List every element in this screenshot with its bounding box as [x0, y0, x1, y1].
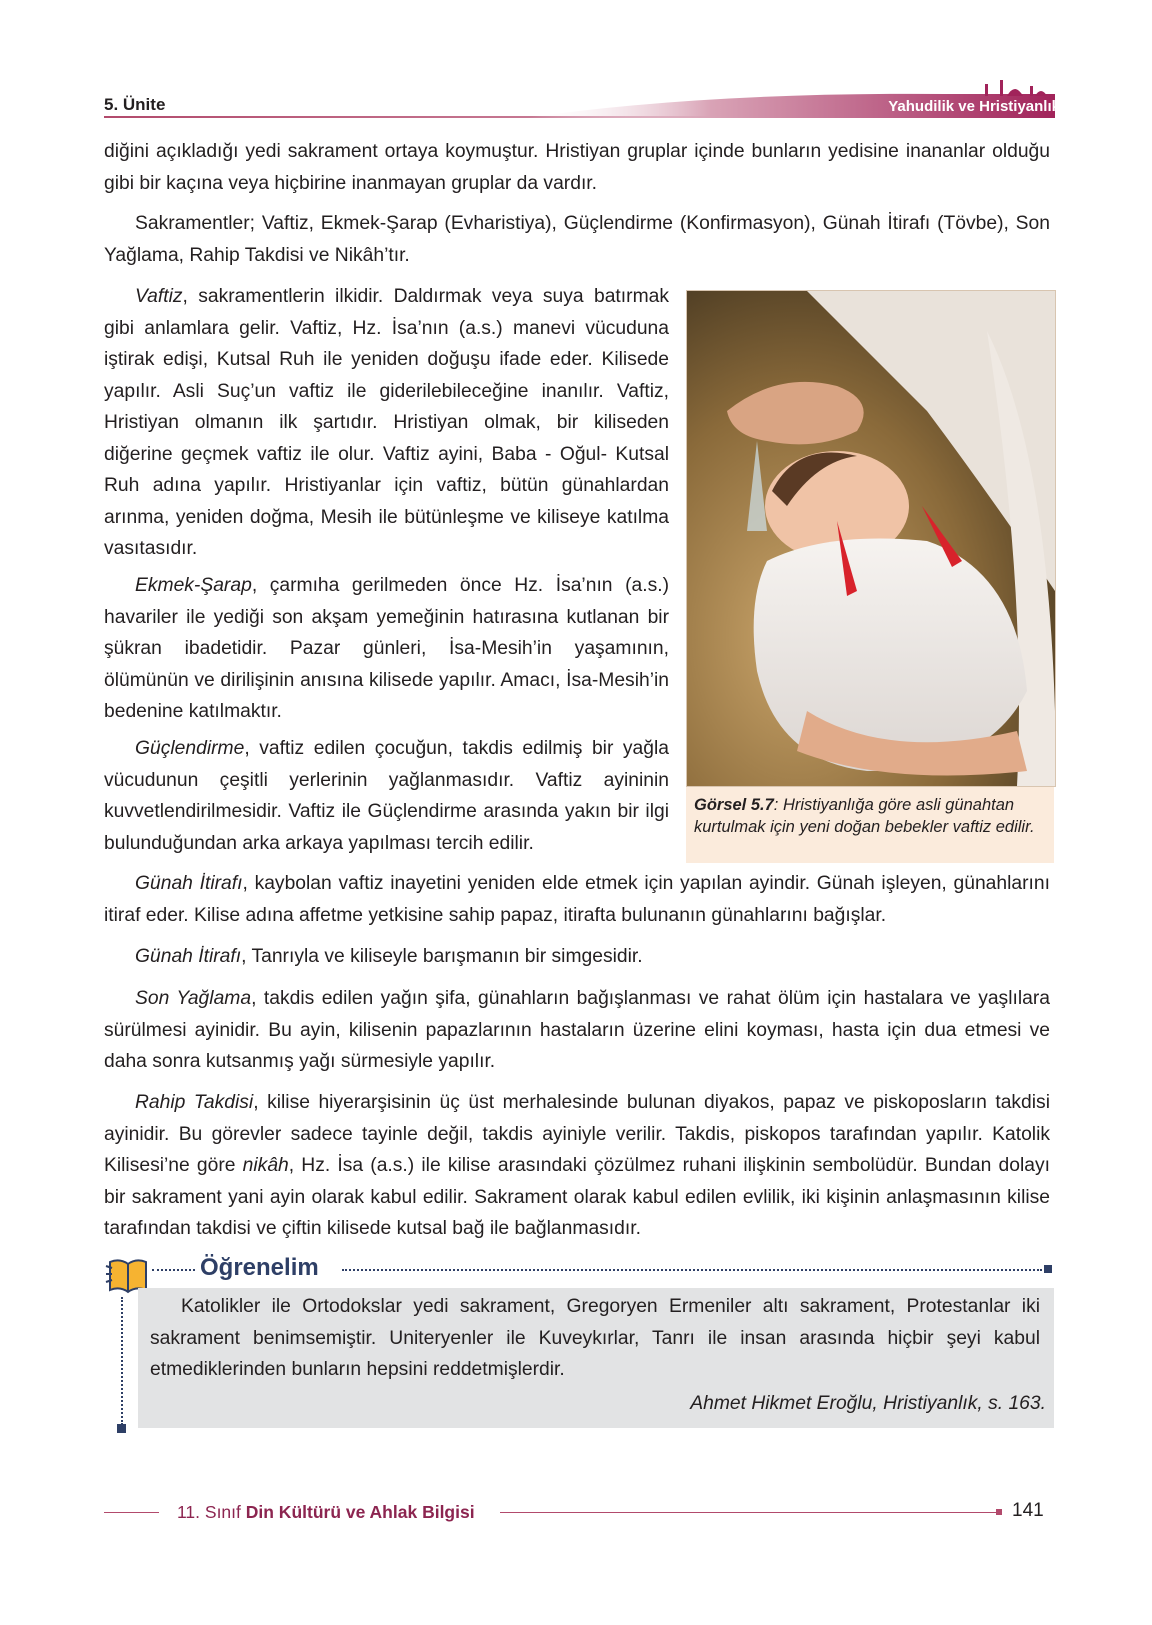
paragraph-guclendirme	[104, 733, 669, 859]
learn-source: Ahmet Hikmet Eroğlu, Hristiyanlık, s. 163.	[690, 1393, 1046, 1414]
footer-line-right	[500, 1512, 997, 1513]
unit-label: 5. Ünite	[104, 95, 166, 114]
paragraph-son-yaglama	[104, 983, 1050, 1078]
term-ekmek-sarap: Ekmek-Şarap	[135, 575, 252, 596]
son-yaglama-text: , takdis edilen yağın şifa, günahların bağışlanması ve rahat ölüm için hastalara ve yaşlılara sürülmesi ayinidir. Bu ayin, kilisenin papazlarının hastaların üzerine elini koyması, hasta için dua etmesi ve daha sonra kutsanmış yağı sürmesiyle yapılır.	[104, 988, 1050, 1072]
paragraph-gunah-itirafi-2	[104, 941, 1050, 973]
paragraph-vaftiz	[104, 281, 669, 565]
term-guclendirme: Güçlendirme	[135, 738, 245, 759]
footer-book-name: Din Kültürü ve Ahlak Bilgisi	[245, 1502, 475, 1522]
footer-marker	[996, 1509, 1002, 1515]
learn-dotted-line-right	[342, 1269, 1042, 1271]
learn-bottom-marker	[117, 1424, 126, 1433]
term-son-yaglama: Son Yağlama	[135, 988, 252, 1009]
learn-corner-marker	[1044, 1265, 1052, 1273]
learn-dotted-line-left	[152, 1269, 195, 1271]
baptism-photo	[686, 290, 1056, 787]
vaftiz-text: , sakramentlerin ilkidir. Daldırmak veya suya batırmak gibi anlamlara gelir. Vaftiz, Hz. İsa’nın (a.s.) manevi vücuduna iştirak edişi, Kutsal Ruh ile yeniden doğuşu ifade eder. Kilisede yapılır. Asli Suç’un vaftiz ile giderilebileceğine inanılır. Vaftiz, Hristiyan olmanın ilk şartıdır. Hristiyan olmak, bir kiliseden diğerine geçmek vaftiz ile olur. Vaftiz ayini, Baba - Oğul- Kutsal Ruh adına yapılır. Hristiyanlar için vaftiz, bütün günahlardan arınma, yeniden doğma, Mesih ile bütünleşme ve kiliseye katılma vasıtasıdır.	[104, 286, 669, 559]
gunah-itirafi-text: , kaybolan vaftiz inayetini yeniden elde etmek için yapılan ayindir. Günah işleyen, günahlarını itiraf eder. Kilise adına affetme yetkisine sahip papaz, itirafta bulunanın günahlarını bağışlar.	[104, 873, 1050, 926]
paragraph-gunah-itirafi	[104, 868, 1050, 931]
term-vaftiz: Vaftiz	[135, 286, 183, 307]
paragraph-intro: diğini açıkladığı yedi sakrament ortaya koymuştur. Hristiyan gruplar içinde bunların yedisine inananlar olduğu gibi bir kaçına veya hiçbirine inanmayan gruplar da vardır.	[104, 141, 1050, 194]
footer-line-left	[104, 1512, 159, 1513]
header-title: Yahudilik ve Hristiyanlık	[888, 98, 1060, 115]
term-gunah-itirafi-2: Günah İtirafı	[135, 946, 242, 967]
rahip-takdisi-text-a: , kilise hiyerarşisinin üç üst merhalesinde bulunan diyakos, papaz ve piskoposların takdisi ayinidir. Bu görevler sadece tayinle değil, takdis ayiniyle verilir. Takdis, piskopos tarafından yapılır. Katolik Kilisesi’ne göre	[104, 1092, 1050, 1176]
guclendirme-text: , vaftiz edilen çocuğun, takdis edilmiş bir yağla vücudunun çeşitli yerlerinin yağlanmasıdır. Vaftiz ayininin kuvvetlendirilmesidir. Vaftiz ile Güçlendirme arasında yakın bir ilgi bulunduğundan arka arkaya yapılması tercih edilir.	[104, 738, 669, 854]
paragraph-ekmek-sarap	[104, 570, 669, 728]
rahip-takdisi-text-b: , Hz. İsa (a.s.) ile kilise arasındaki çözülmez ruhani ilişkinin sembolüdür. Bundan dolayı bir sakrament yani ayin olarak kabul edilir. Sakrament olarak kabul edilen evlilik, iki kişinin anlaşmasının kilise tarafından takdisi ve çiftin kilisede kutsal bağ ile bağlanmasıdır.	[104, 1155, 1050, 1239]
page-number: 141	[1012, 1500, 1044, 1521]
ekmek-sarap-text: , çarmıha gerilmeden önce Hz. İsa’nın (a.s.) havariler ile yediği son akşam yemeğinin hatırasına kutlanan bir şükran ibadetidir. Pazar günleri, İsa-Mesih’in yaşamının, ölümünün ve dirilişinin anısına kilisede yapılır. Amacı, İsa-Mesih’in bedenine katılmaktır.	[104, 575, 669, 722]
paragraph-sacraments: Sakramentler; Vaftiz, Ekmek-Şarap (Evharistiya), Güçlendirme (Konfirmasyon), Günah İtirafı (Tövbe), Son Yağlama, Rahip Takdisi ve Nikâh’tır.	[104, 213, 1050, 266]
figure-caption-text: : Hristiyanlığa göre asli günahtan kurtulmak için yeni doğan bebekler vaftiz edilir.	[694, 796, 1035, 836]
term-gunah-itirafi: Günah İtirafı	[135, 873, 243, 894]
footer-book-title	[177, 1502, 475, 1523]
term-nikah: nikâh	[242, 1155, 289, 1176]
gunah-itirafi-2-text: , Tanrıyla ve kiliseyle barışmanın bir simgesidir.	[241, 946, 643, 967]
learn-dotted-line-vertical	[121, 1297, 123, 1425]
figure-label: Görsel 5.7	[694, 796, 774, 814]
learn-title: Öğrenelim	[200, 1254, 319, 1281]
learn-text: Katolikler ile Ortodokslar yedi sakrament, Gregoryen Ermeniler altı sakrament, Protestanlar iki sakrament benimsemiştir. Uniteryenler ile Kuveykırlar, Tanrı ile insan arasında hiçbir şeyi kabul etmediklerinden bunların hepsini reddetmişlerdir.	[150, 1296, 1040, 1380]
footer-grade: 11. Sınıf	[177, 1502, 246, 1522]
figure-caption	[694, 794, 1046, 838]
paragraph-rahip-takdisi	[104, 1087, 1050, 1245]
mosque-silhouette-icon	[985, 80, 1047, 96]
term-rahip-takdisi: Rahip Takdisi	[135, 1092, 254, 1113]
